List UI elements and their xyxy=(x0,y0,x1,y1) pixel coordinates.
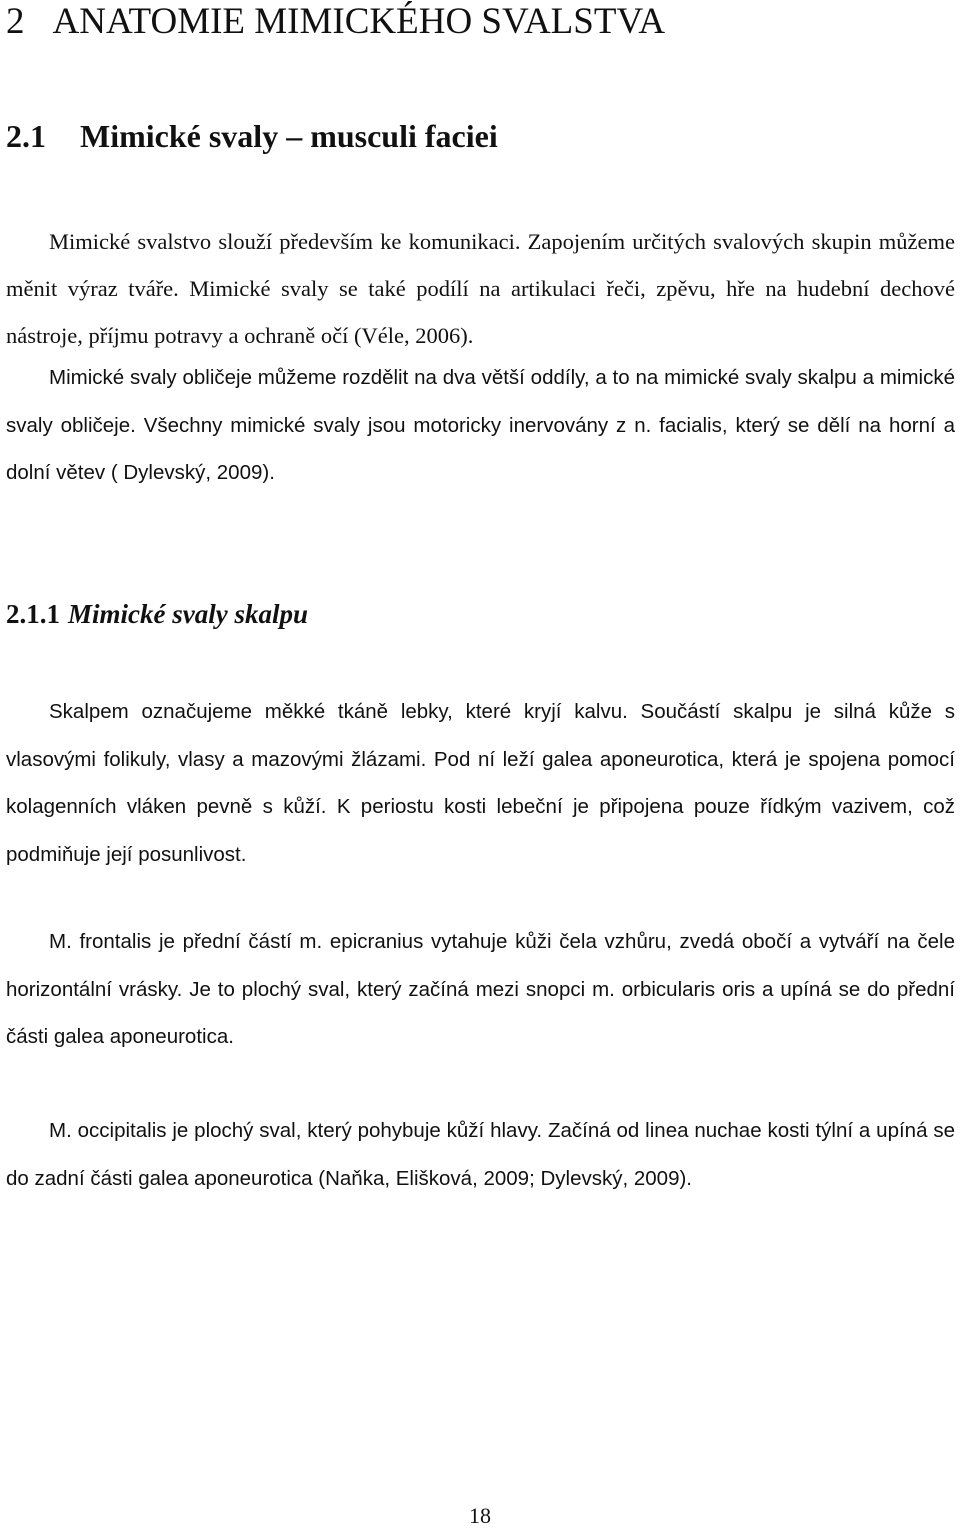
subsection-title: Mimické svaly skalpu xyxy=(68,599,308,629)
paragraph-occipitalis: M. occipitalis je plochý sval, který pohybuje kůží hlavy. Začíná od linea nuchae kosti týlní a upíná se do zadní části galea aponeurotica (Naňka, Elišková, 2009; Dylevský, 2009). xyxy=(6,1119,955,1190)
section-heading xyxy=(6,114,498,158)
subsection-heading xyxy=(6,592,308,636)
subsection-number: 2.1.1 xyxy=(6,599,60,629)
paragraph-frontalis: M. frontalis je přední částí m. epicranius vytahuje kůži čela vzhůru, zvedá obočí a vytváří na čele horizontální vrásky. Je to plochý sval, který začíná mezi snopci m. orbicularis oris a upíná se do přední části galea aponeurotica. xyxy=(6,930,955,1048)
page-number: 18 xyxy=(469,1503,491,1528)
paragraph-scalp: Skalpem označujeme měkké tkáně lebky, které kryjí kalvu. Součástí skalpu je silná kůže s vlasovými folikuly, vlasy a mazovými žlázami. Pod ní leží galea aponeurotica, která je spojena pomocí kolagenních vláken pevně s kůží. K periostu kosti lebeční je připojena pouze řídkým vazivem, což podmiňuje její posunlivost. xyxy=(6,700,955,866)
chapter-number: 2 xyxy=(6,1,25,42)
chapter-title: ANATOMIE MIMICKÉHO SVALSTVA xyxy=(52,1,666,42)
section-title: Mimické svaly – musculi faciei xyxy=(80,118,498,154)
section-number: 2.1 xyxy=(6,118,46,154)
chapter-heading xyxy=(6,0,665,44)
paragraph-division: Mimické svaly obličeje můžeme rozdělit na dva větší oddíly, a to na mimické svaly skalpu a mimické svaly obličeje. Všechny mimické svaly jsou motoricky inervovány z n. facialis, který se dělí na horní a dolní větev ( Dylevský, 2009). xyxy=(6,366,955,484)
paragraph-intro: Mimické svalstvo slouží především ke komunikaci. Zapojením určitých svalových skupin můžeme měnit výraz tváře. Mimické svaly se také podílí na artikulaci řeči, zpěvu, hře na hudební dechové nástroje, příjmu potravy a ochraně očí (Véle, 2006). xyxy=(6,229,955,348)
